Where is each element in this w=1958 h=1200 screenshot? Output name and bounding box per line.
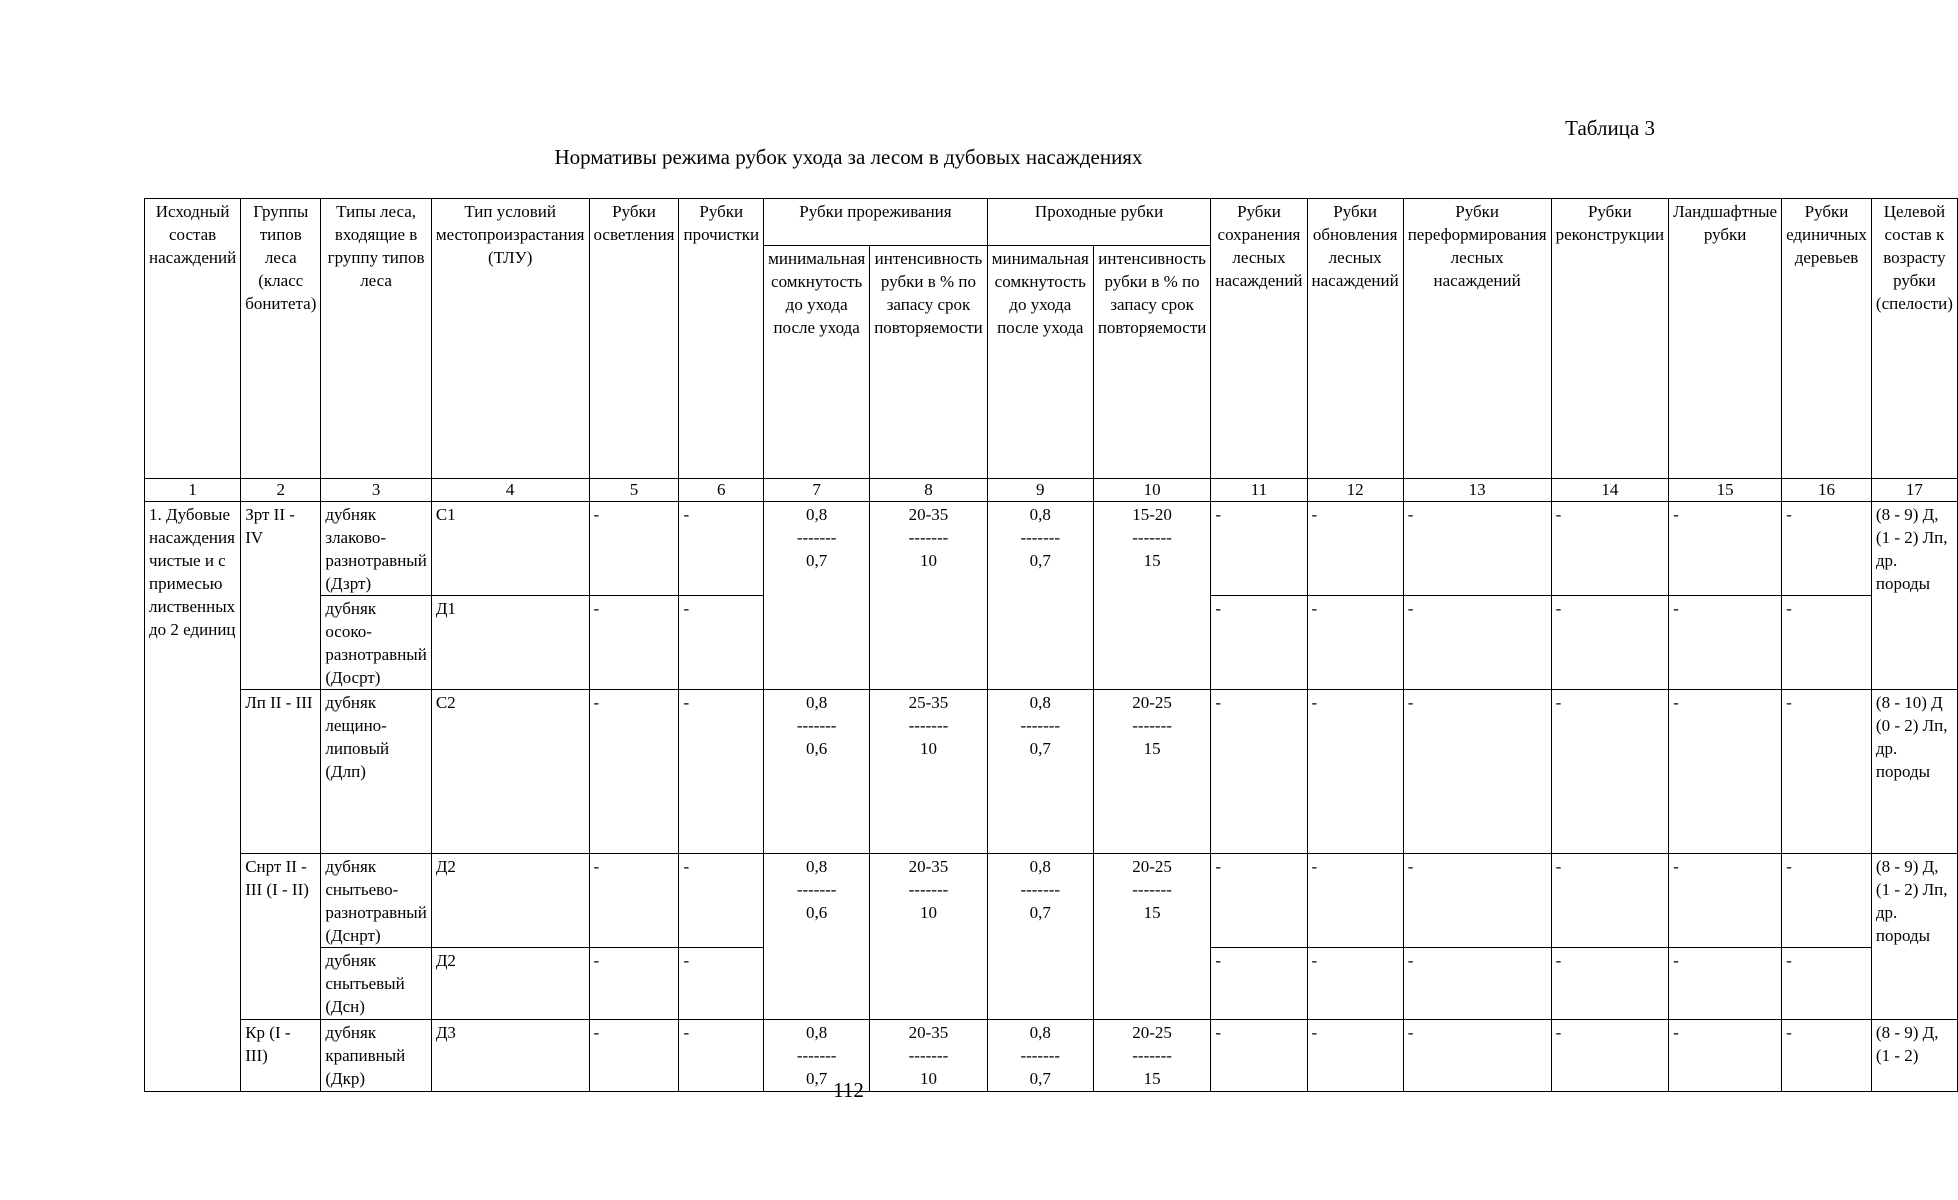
- dash-separator: -------: [1132, 880, 1172, 899]
- clarification-cell: -: [589, 854, 679, 948]
- thinning-min-density-value: 0,8: [806, 693, 828, 712]
- thinning-min-density: [764, 502, 870, 690]
- header-landscape-cutting: Ландшафтные рубки: [1669, 199, 1782, 479]
- clarification-cell: -: [589, 690, 679, 854]
- header-passage-min-density: минимальная сомкнутость до ухода после ухода: [987, 246, 1093, 479]
- dash-separator: -------: [1132, 716, 1172, 735]
- column-number: 13: [1403, 479, 1551, 502]
- column-number: 8: [870, 479, 988, 502]
- cutting-c11-cell: -: [1211, 948, 1307, 1020]
- header-tlu: Тип условий местопроизрастания (ТЛУ): [431, 199, 589, 479]
- header-initial-composition: Исходный состав насаждений: [145, 199, 241, 479]
- thinning-intensity-value: 20-35: [908, 857, 949, 876]
- passage-intensity-value: 20-25: [1132, 1023, 1172, 1042]
- dash-separator: -------: [796, 528, 837, 547]
- cutting-c14-cell: -: [1551, 1020, 1669, 1092]
- passage-intensity-after-value: 15: [1143, 903, 1161, 922]
- tlu-cell: С2: [431, 690, 589, 854]
- cutting-c13-cell: -: [1403, 854, 1551, 948]
- header-cleaning-cutting: Рубки прочистки: [679, 199, 764, 479]
- column-number: 2: [241, 479, 321, 502]
- cutting-c16-cell: -: [1782, 502, 1872, 596]
- forest-type-cell: дубняк лещино-липовый (Длп): [321, 690, 431, 854]
- cutting-c15-cell: -: [1669, 1020, 1782, 1092]
- header-forest-types: Типы леса, входящие в группу типов леса: [321, 199, 431, 479]
- thinning-intensity-value: 20-35: [908, 1023, 949, 1042]
- thinning-min-density-after-value: 0,6: [806, 739, 828, 758]
- dash-separator: -------: [1132, 528, 1172, 547]
- column-number: 7: [764, 479, 870, 502]
- dash-separator: -------: [1020, 880, 1061, 899]
- target-composition-cell: (8 - 9) Д, (1 - 2) Лп, др. породы: [1871, 502, 1957, 690]
- table-number: Таблица 3: [1565, 116, 1655, 140]
- cutting-c16-cell: -: [1782, 1020, 1872, 1092]
- passage-intensity-after-value: 15: [1143, 739, 1161, 758]
- table-row: [145, 690, 1958, 854]
- cutting-c12-cell: -: [1307, 854, 1403, 948]
- column-number: 5: [589, 479, 679, 502]
- passage-min-density: [987, 690, 1093, 854]
- tlu-cell: Д1: [431, 596, 589, 690]
- cutting-c14-cell: -: [1551, 854, 1669, 948]
- cutting-c13-cell: -: [1403, 596, 1551, 690]
- cutting-c12-cell: -: [1307, 502, 1403, 596]
- passage-min-density-value: 0,8: [1029, 693, 1051, 712]
- column-number: 3: [321, 479, 431, 502]
- dash-separator: -------: [796, 1046, 837, 1065]
- cleaning-cell: -: [679, 690, 764, 854]
- dash-separator: -------: [796, 880, 837, 899]
- column-number: 16: [1782, 479, 1872, 502]
- clarification-cell: -: [589, 596, 679, 690]
- passage-intensity-after-value: 15: [1143, 1069, 1161, 1088]
- cutting-c16-cell: -: [1782, 948, 1872, 1020]
- thinning-intensity-after-value: 10: [919, 903, 937, 922]
- cutting-c11-cell: -: [1211, 854, 1307, 948]
- dash-separator: -------: [1020, 716, 1061, 735]
- thinning-min-density-value: 0,8: [806, 505, 828, 524]
- tlu-cell: Д3: [431, 1020, 589, 1092]
- tlu-cell: С1: [431, 502, 589, 596]
- column-number: 9: [987, 479, 1093, 502]
- clarification-cell: -: [589, 1020, 679, 1092]
- dash-separator: -------: [908, 880, 949, 899]
- cutting-c15-cell: -: [1669, 690, 1782, 854]
- passage-min-density: [987, 854, 1093, 1020]
- header-thinning-intensity: интенсивность рубки в % по запасу срок повторяемости: [870, 246, 988, 479]
- cutting-c11-cell: -: [1211, 502, 1307, 596]
- column-number: 6: [679, 479, 764, 502]
- header-thinning: Рубки прореживания: [764, 199, 988, 246]
- cleaning-cell: -: [679, 854, 764, 948]
- header-clarification-cutting: Рубки осветления: [589, 199, 679, 479]
- cutting-c16-cell: -: [1782, 596, 1872, 690]
- cutting-c12-cell: -: [1307, 596, 1403, 690]
- cutting-c13-cell: -: [1403, 690, 1551, 854]
- column-number: 12: [1307, 479, 1403, 502]
- target-composition-cell: (8 - 9) Д, (1 - 2) Лп, др. породы: [1871, 854, 1957, 1020]
- cutting-c15-cell: -: [1669, 596, 1782, 690]
- cutting-c15-cell: -: [1669, 854, 1782, 948]
- thinning-min-density-value: 0,8: [806, 857, 828, 876]
- thinning-min-density-after-value: 0,7: [806, 1069, 828, 1088]
- header-reconstruction-cutting: Рубки реконструкции: [1551, 199, 1669, 479]
- cleaning-cell: -: [679, 948, 764, 1020]
- cutting-c12-cell: -: [1307, 948, 1403, 1020]
- cleaning-cell: -: [679, 502, 764, 596]
- passage-intensity-after-value: 15: [1143, 551, 1161, 570]
- thinning-min-density: [764, 854, 870, 1020]
- cutting-c13-cell: -: [1403, 502, 1551, 596]
- header-reformation-cutting: Рубки переформирования лесных насаждений: [1403, 199, 1551, 479]
- thinning-min-density: [764, 690, 870, 854]
- cleaning-cell: -: [679, 1020, 764, 1092]
- cutting-c15-cell: -: [1669, 948, 1782, 1020]
- tlu-cell: Д2: [431, 948, 589, 1020]
- cleaning-cell: -: [679, 596, 764, 690]
- norms-table: [144, 198, 1958, 1092]
- cutting-c11-cell: -: [1211, 690, 1307, 854]
- passage-intensity: [1093, 690, 1211, 854]
- header-thinning-min-density: минимальная сомкнутость до ухода после ухода: [764, 246, 870, 479]
- cutting-c13-cell: -: [1403, 1020, 1551, 1092]
- column-number: 4: [431, 479, 589, 502]
- cutting-c15-cell: -: [1669, 502, 1782, 596]
- passage-min-density-after-value: 0,7: [1029, 551, 1051, 570]
- dash-separator: -------: [908, 1046, 949, 1065]
- table-row: [145, 854, 1958, 948]
- tlu-cell: Д2: [431, 854, 589, 948]
- thinning-intensity: [870, 854, 988, 1020]
- initial-composition-cell: 1. Дубовые насаждения чистые и с примесью лиственных до 2 единиц: [145, 502, 241, 1092]
- passage-min-density: [987, 502, 1093, 690]
- passage-min-density-value: 0,8: [1029, 857, 1051, 876]
- column-number: 10: [1093, 479, 1211, 502]
- thinning-intensity: [870, 690, 988, 854]
- column-number: 15: [1669, 479, 1782, 502]
- column-number: 17: [1871, 479, 1957, 502]
- dash-separator: -------: [908, 716, 949, 735]
- cutting-c14-cell: -: [1551, 690, 1669, 854]
- cutting-c11-cell: -: [1211, 1020, 1307, 1092]
- cutting-c16-cell: -: [1782, 854, 1872, 948]
- cutting-c11-cell: -: [1211, 596, 1307, 690]
- column-number: 11: [1211, 479, 1307, 502]
- passage-intensity-value: 20-25: [1132, 857, 1172, 876]
- header-preservation-cutting: Рубки сохранения лесных насаждений: [1211, 199, 1307, 479]
- thinning-intensity-value: 25-35: [908, 693, 949, 712]
- header-single-tree-cutting: Рубки единичных деревьев: [1782, 199, 1872, 479]
- dash-separator: -------: [1020, 1046, 1061, 1065]
- forest-group-cell: Кр (I - III): [241, 1020, 321, 1092]
- thinning-intensity-after-value: 10: [919, 1069, 937, 1088]
- passage-intensity: [1093, 502, 1211, 690]
- thinning-intensity-value: 20-35: [908, 505, 949, 524]
- forest-group-cell: Зрт II - IV: [241, 502, 321, 690]
- forest-type-cell: дубняк крапивный (Дкр): [321, 1020, 431, 1092]
- clarification-cell: -: [589, 502, 679, 596]
- cutting-c12-cell: -: [1307, 690, 1403, 854]
- thinning-intensity-after-value: 10: [919, 739, 937, 758]
- header-passage-cutting: Проходные рубки: [987, 199, 1211, 246]
- column-number: 14: [1551, 479, 1669, 502]
- thinning-intensity: [870, 502, 988, 690]
- table-row: [145, 502, 1958, 596]
- header-forest-type-group: Группы типов леса (класс бонитета): [241, 199, 321, 479]
- clarification-cell: -: [589, 948, 679, 1020]
- dash-separator: -------: [908, 528, 949, 547]
- cutting-c14-cell: -: [1551, 502, 1669, 596]
- thinning-intensity-after-value: 10: [919, 551, 937, 570]
- passage-intensity: [1093, 854, 1211, 1020]
- page-number: 112: [833, 1078, 864, 1102]
- cutting-c12-cell: -: [1307, 1020, 1403, 1092]
- forest-type-cell: дубняк злаково-разнотравный (Дзрт): [321, 502, 431, 596]
- header-passage-intensity: интенсивность рубки в % по запасу срок повторяемости: [1093, 246, 1211, 479]
- passage-intensity-value: 20-25: [1132, 693, 1172, 712]
- column-number: 1: [145, 479, 241, 502]
- thinning-min-density-after-value: 0,7: [806, 551, 828, 570]
- dash-separator: -------: [1020, 528, 1061, 547]
- passage-min-density-after-value: 0,7: [1029, 1069, 1051, 1088]
- target-composition-cell: (8 - 9) Д, (1 - 2): [1871, 1020, 1957, 1092]
- passage-min-density-after-value: 0,7: [1029, 739, 1051, 758]
- forest-group-cell: Лп II - III: [241, 690, 321, 854]
- header-renewal-cutting: Рубки обновления лесных насаждений: [1307, 199, 1403, 479]
- cutting-c13-cell: -: [1403, 948, 1551, 1020]
- dash-separator: -------: [796, 716, 837, 735]
- passage-min-density-after-value: 0,7: [1029, 903, 1051, 922]
- table-title: Нормативы режима рубок ухода за лесом в дубовых насаждениях: [554, 145, 1143, 169]
- passage-intensity-value: 15-20: [1132, 505, 1172, 524]
- cutting-c14-cell: -: [1551, 596, 1669, 690]
- thinning-min-density-after-value: 0,6: [806, 903, 828, 922]
- forest-type-cell: дубняк снытьевый (Дсн): [321, 948, 431, 1020]
- forest-type-cell: дубняк осоко-разнотравный (Досрт): [321, 596, 431, 690]
- thinning-min-density-value: 0,8: [806, 1023, 828, 1042]
- target-composition-cell: (8 - 10) Д (0 - 2) Лп, др. породы: [1871, 690, 1957, 854]
- cutting-c16-cell: -: [1782, 690, 1872, 854]
- passage-min-density-value: 0,8: [1029, 1023, 1051, 1042]
- dash-separator: -------: [1132, 1046, 1172, 1065]
- forest-type-cell: дубняк снытьево-разнотравный (Дснрт): [321, 854, 431, 948]
- passage-min-density-value: 0,8: [1029, 505, 1051, 524]
- forest-group-cell: Снрт II - III (I - II): [241, 854, 321, 1020]
- cutting-c14-cell: -: [1551, 948, 1669, 1020]
- header-target-composition: Целевой состав к возрасту рубки (спелости): [1871, 199, 1957, 479]
